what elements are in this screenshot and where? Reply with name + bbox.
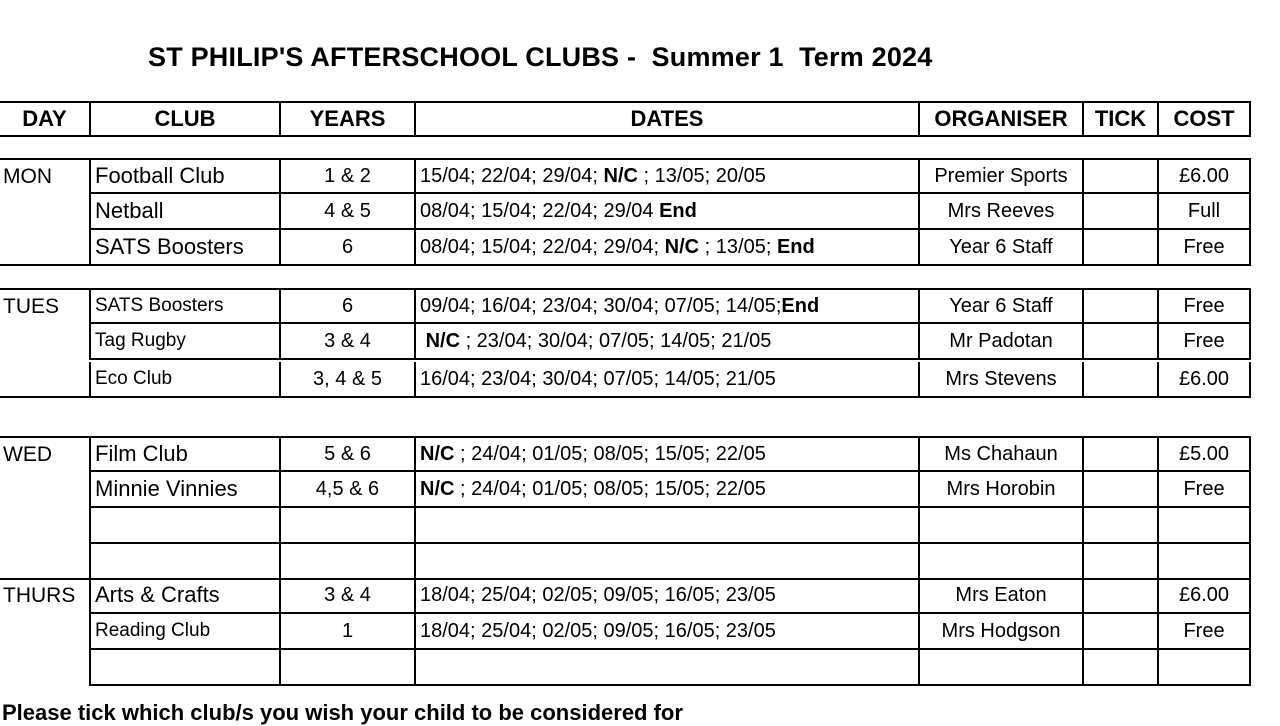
club-cost: £5.00 <box>1157 436 1251 472</box>
header-cost: COST <box>1157 101 1251 137</box>
page-title: ST PHILIP'S AFTERSCHOOL CLUBS - Summer 1 Term 2024 <box>148 42 933 72</box>
tick-box[interactable] <box>1082 614 1157 650</box>
club-dates: 09/04; 16/04; 23/04; 30/04; 07/05; 14/05; End <box>414 288 918 324</box>
club-dates: 16/04; 23/04; 30/04; 07/05; 14/05; 21/05 <box>414 362 918 398</box>
tick-box[interactable] <box>1082 362 1157 398</box>
day-label-tues: TUES <box>0 288 89 324</box>
club-dates: 08/04; 15/04; 22/04; 29/04 End <box>414 194 918 230</box>
club-dates: N/C ; 23/04; 30/04; 07/05; 14/05; 21/05 <box>414 324 918 360</box>
club-name: Football Club <box>89 158 279 194</box>
club-years: 4,5 & 6 <box>279 472 414 508</box>
club-organiser: Mrs Stevens <box>918 362 1082 398</box>
club-years: 3 & 4 <box>279 324 414 360</box>
tick-box[interactable] <box>1082 508 1157 544</box>
club-years: 6 <box>279 230 414 266</box>
table-row <box>0 472 1252 508</box>
club-name: Film Club <box>89 436 279 472</box>
table-row <box>0 436 1252 472</box>
table-row <box>0 362 1252 398</box>
day-label-wed: WED <box>0 436 89 472</box>
club-dates: 15/04; 22/04; 29/04; N/C ; 13/05; 20/05 <box>414 158 918 194</box>
club-cost: Free <box>1157 230 1251 266</box>
club-years: 1 <box>279 614 414 650</box>
table-row-empty <box>0 544 1252 580</box>
tick-box[interactable] <box>1082 472 1157 508</box>
club-years: 6 <box>279 288 414 324</box>
table-row <box>0 194 1252 230</box>
club-organiser: Mr Padotan <box>918 324 1082 360</box>
club-cost: £6.00 <box>1157 158 1251 194</box>
table-row-empty <box>0 508 1252 544</box>
header-organiser: ORGANISER <box>918 101 1082 137</box>
club-dates: N/C ; 24/04; 01/05; 08/05; 15/05; 22/05 <box>414 436 918 472</box>
club-cost: £6.00 <box>1157 578 1251 614</box>
club-organiser: Mrs Hodgson <box>918 614 1082 650</box>
club-cost: £6.00 <box>1157 362 1251 398</box>
club-name: Minnie Vinnies <box>89 472 279 508</box>
club-name: Tag Rugby <box>89 324 279 360</box>
footer-clip <box>0 700 1280 725</box>
club-name: Reading Club <box>89 614 279 650</box>
tick-box[interactable] <box>1082 650 1157 686</box>
club-dates: 18/04; 25/04; 02/05; 09/05; 16/05; 23/05 <box>414 614 918 650</box>
table-row <box>0 230 1252 266</box>
club-organiser: Ms Chahaun <box>918 436 1082 472</box>
club-name: SATS Boosters <box>89 230 279 266</box>
club-name: Netball <box>89 194 279 230</box>
club-organiser: Mrs Reeves <box>918 194 1082 230</box>
club-cost: Free <box>1157 288 1251 324</box>
club-dates: 08/04; 15/04; 22/04; 29/04; N/C ; 13/05; End <box>414 230 918 266</box>
tick-box[interactable] <box>1082 230 1157 266</box>
club-organiser: Mrs Eaton <box>918 578 1082 614</box>
club-organiser: Mrs Horobin <box>918 472 1082 508</box>
club-cost: Free <box>1157 324 1251 360</box>
header-day: DAY <box>0 101 89 137</box>
table-row-empty <box>0 650 1252 686</box>
club-cost: Free <box>1157 614 1251 650</box>
table-row <box>0 578 1252 614</box>
club-organiser: Premier Sports <box>918 158 1082 194</box>
tick-box[interactable] <box>1082 544 1157 580</box>
day-label-mon: MON <box>0 158 89 194</box>
club-name: Arts & Crafts <box>89 578 279 614</box>
club-years: 5 & 6 <box>279 436 414 472</box>
tick-box[interactable] <box>1082 436 1157 472</box>
club-years: 4 & 5 <box>279 194 414 230</box>
club-name: SATS Boosters <box>89 288 279 324</box>
club-years: 1 & 2 <box>279 158 414 194</box>
table-row <box>0 324 1252 360</box>
club-organiser: Year 6 Staff <box>918 288 1082 324</box>
header-years: YEARS <box>279 101 414 137</box>
tick-box[interactable] <box>1082 194 1157 230</box>
table-row <box>0 288 1252 324</box>
club-name: Eco Club <box>89 362 279 398</box>
table-row <box>0 614 1252 650</box>
club-dates: N/C ; 24/04; 01/05; 08/05; 15/05; 22/05 <box>414 472 918 508</box>
header-dates: DATES <box>414 101 918 137</box>
table-header-row <box>0 101 1252 137</box>
tick-box[interactable] <box>1082 288 1157 324</box>
header-tick: TICK <box>1082 101 1157 137</box>
tick-box[interactable] <box>1082 578 1157 614</box>
club-years: 3 & 4 <box>279 578 414 614</box>
header-club: CLUB <box>89 101 279 137</box>
club-cost: Full <box>1157 194 1251 230</box>
club-cost: Free <box>1157 472 1251 508</box>
tick-box[interactable] <box>1082 324 1157 360</box>
footer-instruction: Please tick which club/s you wish your child to be considered for <box>2 700 683 725</box>
day-label-thurs: THURS <box>3 584 76 607</box>
tick-box[interactable] <box>1082 158 1157 194</box>
club-dates: 18/04; 25/04; 02/05; 09/05; 16/05; 23/05 <box>414 578 918 614</box>
table-row <box>0 158 1252 194</box>
club-years: 3, 4 & 5 <box>279 362 414 398</box>
club-organiser: Year 6 Staff <box>918 230 1082 266</box>
